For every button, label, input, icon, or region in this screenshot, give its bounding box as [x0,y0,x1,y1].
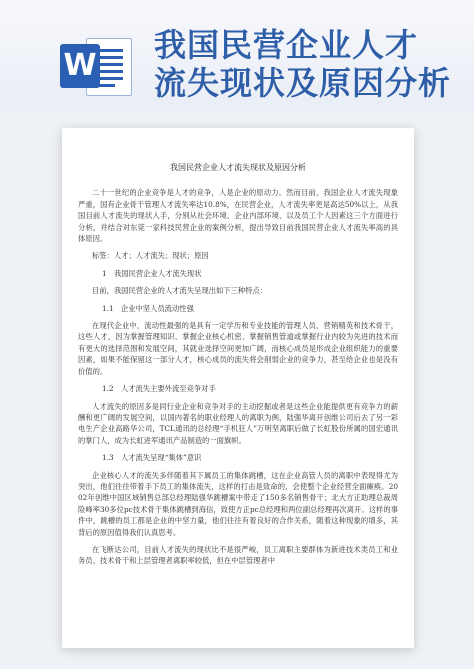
header-banner [0,0,474,112]
banner-title-line-1: 我国民营企业人才 [154,26,419,64]
section-heading-1-2: 1.2 人才流失主要外流至竞争对手 [102,384,216,394]
paragraph-company: 在飞断达公司，目前人才流失的现状比不是很严峻，员工离职主要群体为新进技术类员工和业务员、技术骨干和上层管理者离职率较低，但在中层管理者中 [78,544,398,566]
document-title: 我国民营企业人才流失现状及原因分析 [170,163,306,172]
paragraph-intro: 二十一世纪的企业竞争是人才的竞争，人是企业的原动力。然而目前，我国企业人才流失现象严重，国有企业骨干管理人才流失率达10.8%，在民营企业，人才流失率更是高达50%以上，从我国目前人才流失的现状入手，分别从社会环境、企业内部环境、以及员工个人因素这三个方面进行分析，并结合对东莞一家科技民营企业的案例分析，提出导致目前我国民营企业人才流失率高的具体原因。 [78,188,398,244]
section-heading-1-3: 1.3 人才流失呈现“集体”意识 [102,453,202,463]
paragraph-1-3: 企业核心人才的流失多伴随着其下属员工的集体跳槽，这在企业高管人员的离职中表现得尤为突出，他们往往带着手下员工的集体流失，这样的打击是致命的，会使整个企业经营全面瘫痪。2002年创维中国区域销售总部总经理陆强华跳槽案中带走了150多名销售骨干；北大方正助理总裁周险峰率30多位pc技术骨干集体跳槽到海信，致使方正pc总经理和两位副总经理再次离开。这样的事件中，跳槽的员工都是企业的中坚力量，他们往往有着良好的合作关系，随着这种现象的增多，其背后的原因值得我们认真思考。 [78,470,398,537]
paragraph-1-2: 人才流失的原因多是同行业企业和竞争对手的主动挖掘或者是这些企业能提供更有竞争力的薪酬和更广阔的发展空间，以国内著名的职业经理人的离职为例，陆强华离开创维公司后去了另一彩电生产企业高路华公司，TCL通讯的总经理“手机狂人”万明坚离职后做了长虹股份所属的国宏通讯的掌门人，成为长虹进军通讯产品制造的一面旗帜。 [78,401,398,445]
paragraph-1-1: 在现代企业中，流动性最强的是具有一定学历和专业技能的管理人员、营销精英和技术骨干，这些人才，因为掌握管理知识、掌握企业核心机密、掌握销售管道或掌握行业内较为先进的技术而有更大的选择范围和发展空间，其就业选择空间更加广阔，而核心成员是形成企业组织能力的重要因素，如果不能保留这一部分人才，核心成员的流失将会削弱企业的竞争力，甚至给企业也是没有价值的。 [78,321,398,376]
banner-title [154,26,454,102]
paragraph-features: 目前，我国民营企业的人才流失呈现出如下三种特点： [92,286,268,296]
keywords-line: 标签：人才；人才流失；现状；原因 [92,251,209,261]
banner-title-line-2: 流失现状及原因分析 [154,64,452,102]
document-body [78,162,398,573]
word-logo-letter: W [60,44,100,88]
document-page [62,128,414,648]
section-heading-1-1: 1.1 企业中坚人员流动性强 [102,303,194,313]
section-heading-1: 1 我国民营企业人才流失现状 [102,268,202,278]
word-document-icon [60,38,130,94]
